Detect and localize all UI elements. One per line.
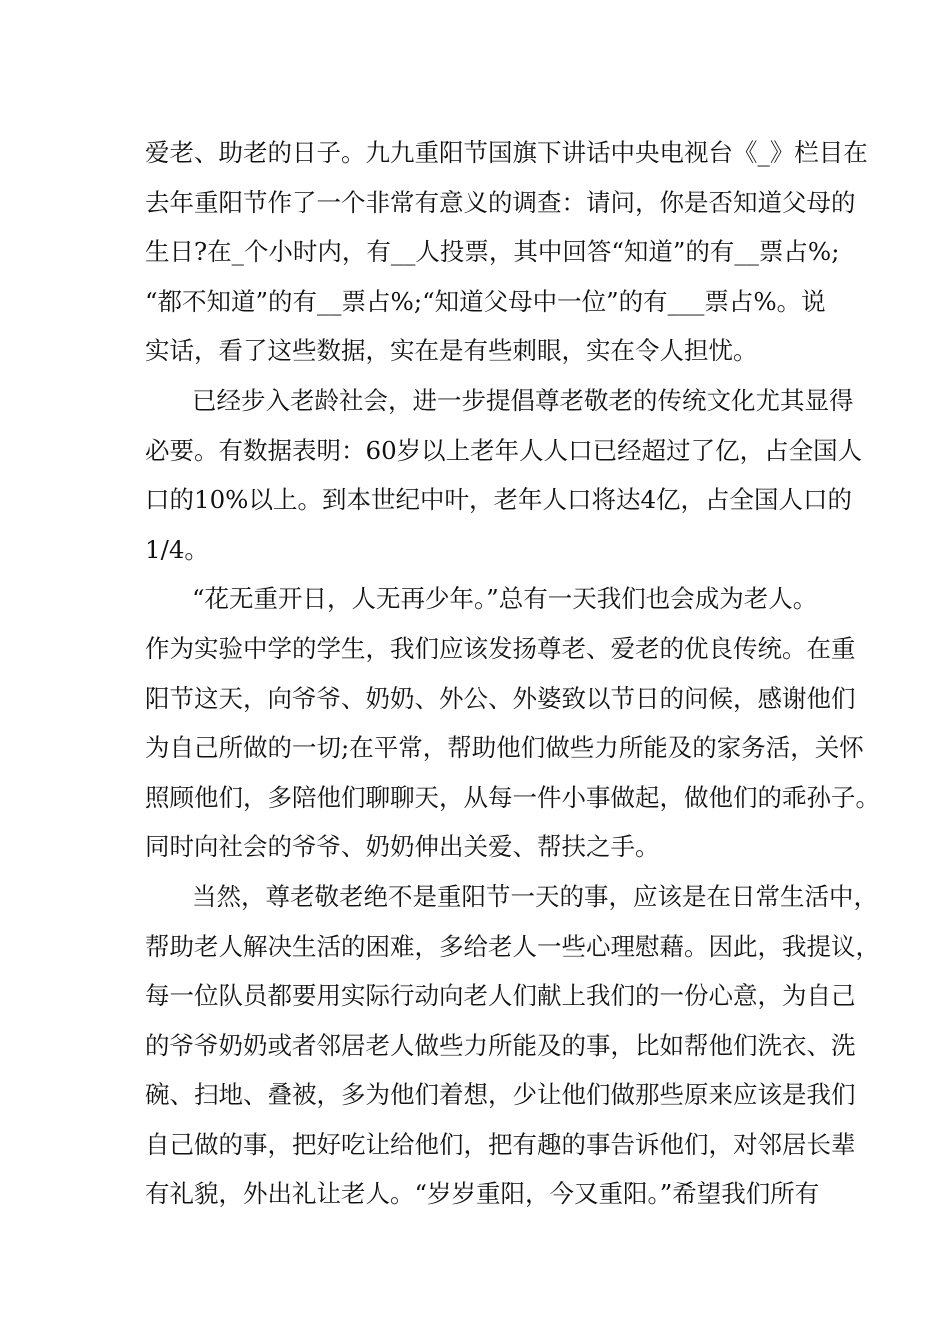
text-line: “花无重开日，人无再少年。”总有一天我们也会成为老人。: [192, 584, 818, 614]
paragraph-3: [145, 574, 880, 872]
text-line: 有礼貌，外出礼让老人。“岁岁重阳，今又重阳。”希望我们所有: [145, 1179, 820, 1209]
text-line: 阳节这天，向爷爷、奶奶、外公、外婆致以节日的问候，感谢他们: [145, 683, 856, 713]
text-line: 自己做的事，把好吃让给他们，把有趣的事告诉他们，对邻居长辈: [145, 1129, 856, 1159]
text-line: 实话，看了这些数据，实在是有些刺眼，实在令人担忧。: [145, 336, 758, 366]
text-line: 当然，尊老敬老绝不是重阳节一天的事，应该是在日常生活中，: [192, 881, 878, 911]
paragraph-2: [145, 376, 863, 574]
text-line: 1/4。: [145, 534, 209, 564]
text-line: 已经步入老龄社会，进一步提倡尊老敬老的传统文化尤其显得: [192, 385, 854, 415]
text-line: 必要。有数据表明：60岁以上老年人人口已经超过了亿，占全国人: [145, 435, 863, 465]
text-line: 去年重阳节作了一个非常有意义的调查：请问，你是否知道父母的: [145, 187, 856, 217]
paragraph-1: [145, 128, 868, 376]
text-line: 每一位队员都要用实际行动向老人们献上我们的一份心意，为自己: [145, 981, 856, 1011]
text-line: 碗、扫地、叠被，多为他们着想，少让他们做那些原来应该是我们: [145, 1080, 856, 1110]
document-body: [145, 128, 880, 1219]
paragraph-4: [145, 872, 880, 1219]
text-line: 帮助老人解决生活的困难，多给老人一些心理慰藉。因此，我提议，: [145, 931, 880, 961]
text-line: 爱老、助老的日子。九九重阳节国旗下讲话中央电视台《_》栏目在: [145, 138, 868, 167]
text-line: 同时向社会的爷爷、奶奶伸出关爱、帮扶之手。: [145, 832, 660, 862]
text-line: 的爷爷奶奶或者邻居老人做些力所能及的事，比如帮他们洗衣、洗: [145, 1030, 856, 1060]
text-line: 口的10%以上。到本世纪中叶，老年人口将达4亿，占全国人口的: [145, 485, 853, 515]
text-line: 为自己所做的一切;在平常，帮助他们做些力所能及的家务活，关怀: [145, 733, 864, 763]
text-line: 作为实验中学的学生，我们应该发扬尊老、爱老的优良传统。在重: [145, 633, 856, 663]
text-line: “都不知道”的有__票占%;“知道父母中一位”的有___票占%。说: [145, 286, 826, 316]
text-line: 照顾他们，多陪他们聊聊天，从每一件小事做起，做他们的乖孙子。: [145, 782, 880, 812]
text-line: 生日?在_个小时内，有__人投票，其中回答“知道”的有__票占%;: [145, 237, 840, 267]
